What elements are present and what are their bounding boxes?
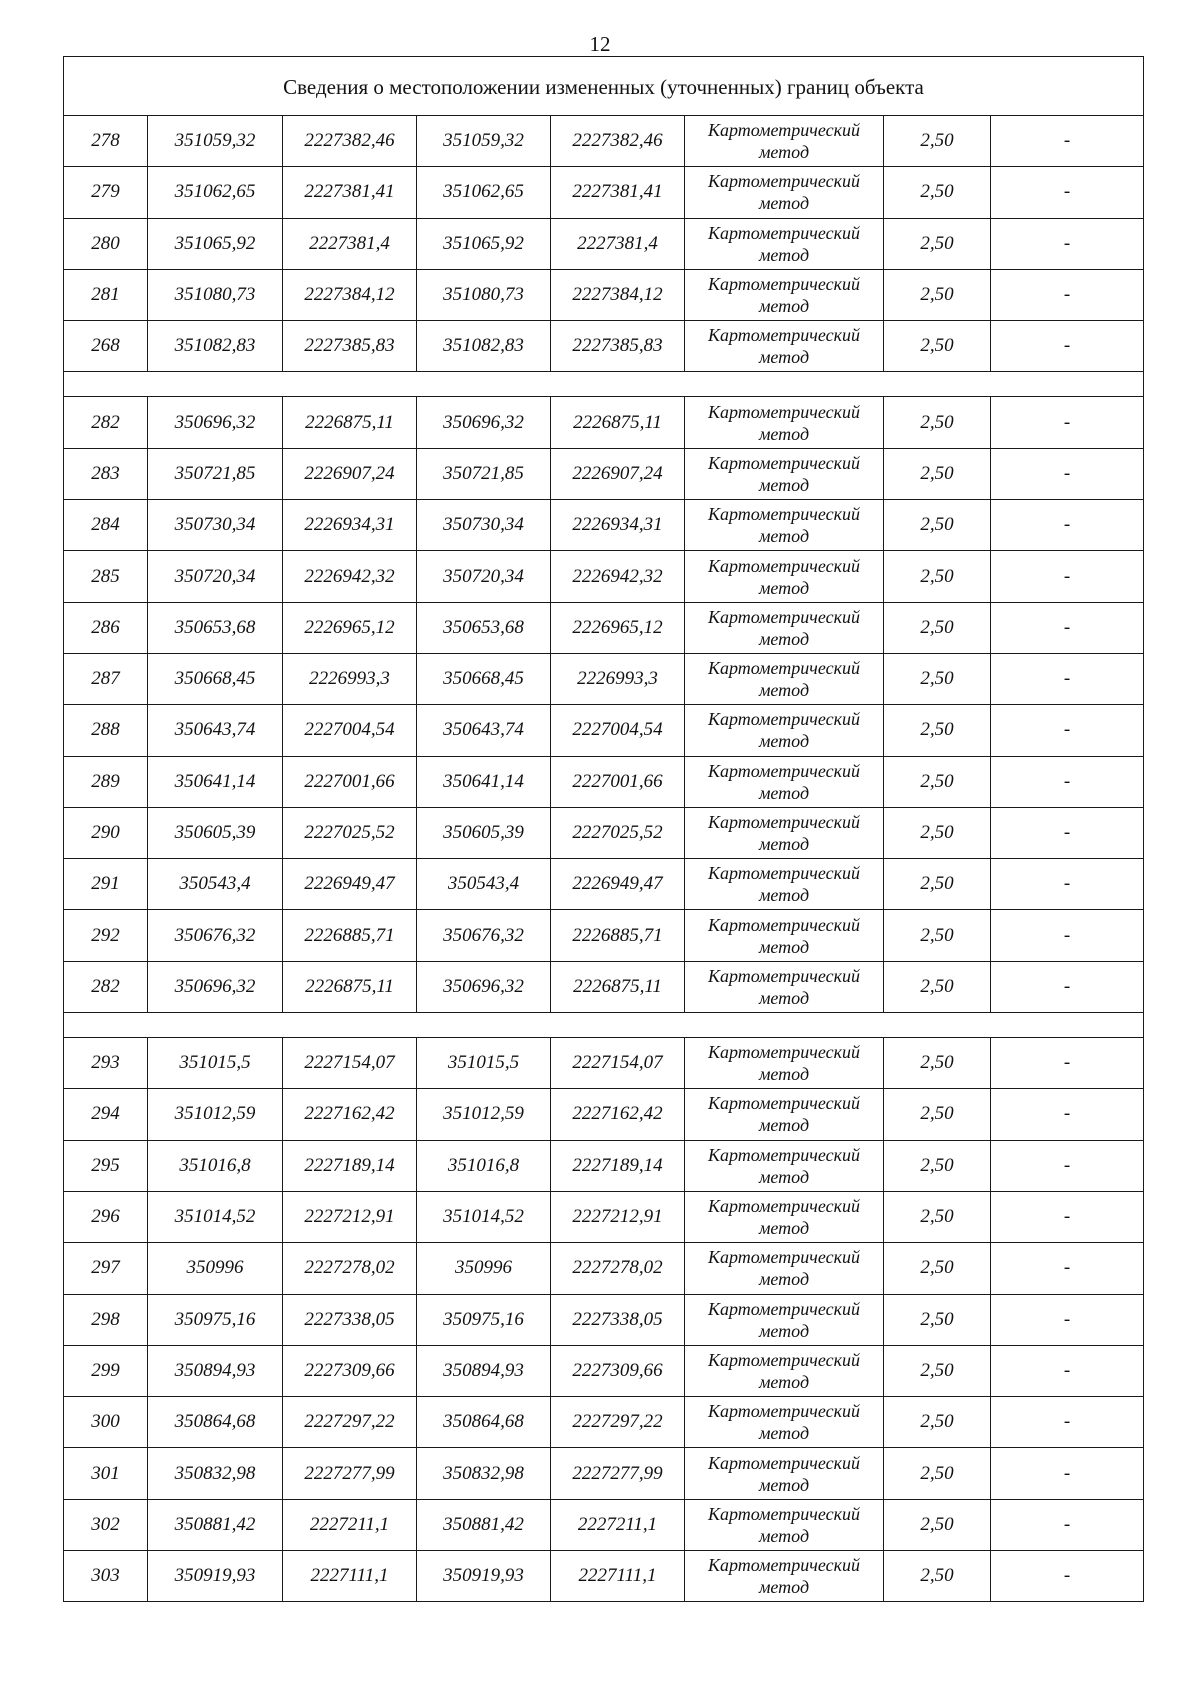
refined-y-cell: 2226875,11 xyxy=(551,397,685,447)
refined-y-cell: 2227309,66 xyxy=(551,1346,685,1396)
note-cell: - xyxy=(1063,1411,1071,1433)
existing-y-cell: 2227111,1 xyxy=(283,1551,417,1601)
existing-x-cell: 351059,32 xyxy=(148,116,283,166)
note-cell: - xyxy=(1063,668,1071,690)
precision-cell: 2,50 xyxy=(884,397,991,447)
existing-x-cell: 351082,83 xyxy=(148,321,283,371)
note-cell: - xyxy=(1063,1154,1071,1176)
note-cell: - xyxy=(1063,770,1071,792)
existing-x-cell: 351012,59 xyxy=(148,1089,283,1139)
refined-x-cell: 350643,74 xyxy=(417,705,551,755)
refined-x-cell: 350864,68 xyxy=(417,1397,551,1447)
refined-x-cell: 350721,85 xyxy=(417,449,551,499)
refined-x-cell: 351015,5 xyxy=(417,1038,551,1088)
table-row xyxy=(64,219,1143,270)
table-row xyxy=(64,1192,1143,1243)
method-cell: Картометрический метод xyxy=(685,654,884,704)
note-cell: - xyxy=(1063,822,1071,843)
method-cell: Картометрический метод xyxy=(685,551,884,601)
precision-cell: 2,50 xyxy=(884,500,991,550)
existing-y-cell: 2226875,11 xyxy=(283,397,417,447)
existing-x-cell: 351065,92 xyxy=(148,219,283,269)
group-separator xyxy=(64,372,1143,397)
note-cell: - xyxy=(1063,462,1071,484)
table-row xyxy=(64,500,1143,551)
method-cell: Картометрический метод xyxy=(685,270,884,320)
existing-y-cell: 2227211,1 xyxy=(283,1500,417,1550)
refined-y-cell: 2226885,71 xyxy=(551,910,685,960)
precision-cell: 2,50 xyxy=(884,1500,991,1550)
existing-x-cell: 350881,42 xyxy=(148,1500,283,1550)
table-row xyxy=(64,167,1143,218)
refined-y-cell: 2227001,66 xyxy=(551,757,685,807)
existing-x-cell: 350832,98 xyxy=(148,1448,283,1498)
refined-x-cell: 350996 xyxy=(417,1243,551,1293)
note-cell: - xyxy=(1063,1513,1071,1535)
existing-x-cell: 350730,34 xyxy=(148,500,283,550)
point-number-cell: 290 xyxy=(64,808,148,858)
precision-cell: 2,50 xyxy=(884,757,991,807)
refined-y-cell: 2227381,4 xyxy=(551,219,685,269)
existing-y-cell: 2227277,99 xyxy=(283,1448,417,1498)
refined-y-cell: 2227382,46 xyxy=(551,116,685,166)
precision-cell: 2,50 xyxy=(884,910,991,960)
table-row xyxy=(64,321,1143,372)
table-row xyxy=(64,808,1143,859)
method-cell: Картометрический метод xyxy=(685,1141,884,1191)
page-number: 12 xyxy=(589,32,611,56)
table-row xyxy=(64,1551,1143,1602)
refined-y-cell: 2227004,54 xyxy=(551,705,685,755)
refined-x-cell: 350730,34 xyxy=(417,500,551,550)
table-row xyxy=(64,910,1143,961)
method-cell: Картометрический метод xyxy=(685,910,884,960)
table-row xyxy=(64,757,1143,808)
note-cell: - xyxy=(1063,1565,1071,1587)
table-row xyxy=(64,603,1143,654)
precision-cell: 2,50 xyxy=(884,1038,991,1088)
refined-y-cell: 2226993,3 xyxy=(551,654,685,704)
point-number-cell: 295 xyxy=(64,1141,148,1191)
note-cell: - xyxy=(1063,1257,1071,1279)
refined-y-cell: 2226965,12 xyxy=(551,603,685,653)
existing-x-cell: 350543,4 xyxy=(148,859,283,909)
refined-y-cell: 2226875,11 xyxy=(551,962,685,1012)
refined-y-cell: 2227338,05 xyxy=(551,1295,685,1345)
note-cell: - xyxy=(1063,1103,1071,1125)
note-cell: - xyxy=(1063,411,1071,433)
precision-cell: 2,50 xyxy=(884,219,991,269)
table-title: Сведения о местоположении измененных (уточненных) границ объекта xyxy=(64,56,1143,116)
point-number-cell: 284 xyxy=(64,500,148,550)
method-cell: Картометрический метод xyxy=(685,219,884,269)
table-row xyxy=(64,1295,1143,1346)
point-number-cell: 292 xyxy=(64,910,148,960)
precision-cell: 2,50 xyxy=(884,1295,991,1345)
existing-y-cell: 2226942,32 xyxy=(283,551,417,601)
method-cell: Картометрический метод xyxy=(685,1551,884,1601)
existing-y-cell: 2227297,22 xyxy=(283,1397,417,1447)
point-number-cell: 297 xyxy=(64,1243,148,1293)
precision-cell: 2,50 xyxy=(884,1448,991,1498)
precision-cell: 2,50 xyxy=(884,167,991,217)
point-number-cell: 287 xyxy=(64,654,148,704)
existing-y-cell: 2226934,31 xyxy=(283,500,417,550)
refined-y-cell: 2227154,07 xyxy=(551,1038,685,1088)
existing-y-cell: 2226965,12 xyxy=(283,603,417,653)
refined-y-cell: 2227212,91 xyxy=(551,1192,685,1242)
existing-x-cell: 350864,68 xyxy=(148,1397,283,1447)
note-cell: - xyxy=(1063,719,1071,741)
point-number-cell: 288 xyxy=(64,705,148,755)
refined-x-cell: 350676,32 xyxy=(417,910,551,960)
existing-y-cell: 2226885,71 xyxy=(283,910,417,960)
table-row xyxy=(64,1141,1143,1192)
method-cell: Картометрический метод xyxy=(685,1038,884,1088)
refined-y-cell: 2227381,41 xyxy=(551,167,685,217)
existing-y-cell: 2227382,46 xyxy=(283,116,417,166)
table-row xyxy=(64,551,1143,602)
method-cell: Картометрический метод xyxy=(685,757,884,807)
note-cell: - xyxy=(1063,1462,1071,1484)
precision-cell: 2,50 xyxy=(884,270,991,320)
table-row xyxy=(64,270,1143,321)
precision-cell: 2,50 xyxy=(884,859,991,909)
existing-x-cell: 351080,73 xyxy=(148,270,283,320)
existing-y-cell: 2227381,4 xyxy=(283,219,417,269)
refined-x-cell: 351082,83 xyxy=(417,321,551,371)
table-row xyxy=(64,1500,1143,1551)
point-number-cell: 302 xyxy=(64,1500,148,1550)
table-row xyxy=(64,1397,1143,1448)
existing-y-cell: 2227001,66 xyxy=(283,757,417,807)
note-cell: - xyxy=(1063,873,1071,895)
existing-x-cell: 350668,45 xyxy=(148,654,283,704)
existing-y-cell: 2227381,41 xyxy=(283,167,417,217)
table-row xyxy=(64,962,1143,1013)
point-number-cell: 289 xyxy=(64,757,148,807)
note-cell: - xyxy=(1063,181,1071,203)
table-row xyxy=(64,1089,1143,1140)
method-cell: Картометрический метод xyxy=(685,1397,884,1447)
existing-x-cell: 351014,52 xyxy=(148,1192,283,1242)
existing-x-cell: 350641,14 xyxy=(148,757,283,807)
existing-x-cell: 350975,16 xyxy=(148,1295,283,1345)
refined-x-cell: 351014,52 xyxy=(417,1192,551,1242)
precision-cell: 2,50 xyxy=(884,449,991,499)
precision-cell: 2,50 xyxy=(884,603,991,653)
refined-x-cell: 350641,14 xyxy=(417,757,551,807)
table-row xyxy=(64,1346,1143,1397)
refined-y-cell: 2227025,52 xyxy=(551,808,685,858)
existing-x-cell: 350696,32 xyxy=(148,397,283,447)
existing-x-cell: 351062,65 xyxy=(148,167,283,217)
note-cell: - xyxy=(1063,284,1071,306)
point-number-cell: 301 xyxy=(64,1448,148,1498)
point-number-cell: 300 xyxy=(64,1397,148,1447)
refined-y-cell: 2226949,47 xyxy=(551,859,685,909)
existing-x-cell: 350643,74 xyxy=(148,705,283,755)
existing-x-cell: 350996 xyxy=(148,1243,283,1293)
refined-y-cell: 2226934,31 xyxy=(551,500,685,550)
existing-y-cell: 2226993,3 xyxy=(283,654,417,704)
method-cell: Картометрический метод xyxy=(685,500,884,550)
table-row xyxy=(64,705,1143,756)
refined-y-cell: 2227385,83 xyxy=(551,321,685,371)
note-cell: - xyxy=(1063,565,1071,587)
refined-y-cell: 2227189,14 xyxy=(551,1141,685,1191)
refined-x-cell: 350894,93 xyxy=(417,1346,551,1396)
existing-x-cell: 350605,39 xyxy=(148,808,283,858)
refined-x-cell: 351012,59 xyxy=(417,1089,551,1139)
existing-x-cell: 350720,34 xyxy=(148,551,283,601)
precision-cell: 2,50 xyxy=(884,551,991,601)
existing-x-cell: 350894,93 xyxy=(148,1346,283,1396)
existing-y-cell: 2227384,12 xyxy=(283,270,417,320)
table-row xyxy=(64,397,1143,448)
method-cell: Картометрический метод xyxy=(685,1346,884,1396)
note-cell: - xyxy=(1063,232,1071,254)
precision-cell: 2,50 xyxy=(884,1192,991,1242)
table-row xyxy=(64,1448,1143,1499)
point-number-cell: 303 xyxy=(64,1551,148,1601)
existing-y-cell: 2227338,05 xyxy=(283,1295,417,1345)
point-number-cell: 278 xyxy=(64,116,148,166)
note-cell: - xyxy=(1063,616,1071,638)
existing-y-cell: 2227025,52 xyxy=(283,808,417,858)
existing-y-cell: 2227154,07 xyxy=(283,1038,417,1088)
refined-x-cell: 350975,16 xyxy=(417,1295,551,1345)
existing-y-cell: 2227278,02 xyxy=(283,1243,417,1293)
point-number-cell: 294 xyxy=(64,1089,148,1139)
method-cell: Картометрический метод xyxy=(685,116,884,166)
existing-x-cell: 351016,8 xyxy=(148,1141,283,1191)
existing-x-cell: 351015,5 xyxy=(148,1038,283,1088)
point-number-cell: 286 xyxy=(64,603,148,653)
precision-cell: 2,50 xyxy=(884,321,991,371)
note-cell: - xyxy=(1063,1359,1071,1381)
method-cell: Картометрический метод xyxy=(685,1295,884,1345)
method-cell: Картометрический метод xyxy=(685,603,884,653)
method-cell: Картометрический метод xyxy=(685,1192,884,1242)
precision-cell: 2,50 xyxy=(884,1089,991,1139)
table-row xyxy=(64,449,1143,500)
method-cell: Картометрический метод xyxy=(685,167,884,217)
point-number-cell: 285 xyxy=(64,551,148,601)
point-number-cell: 268 xyxy=(64,321,148,371)
coordinates-table xyxy=(63,56,1144,1602)
precision-cell: 2,50 xyxy=(884,116,991,166)
existing-y-cell: 2226875,11 xyxy=(283,962,417,1012)
precision-cell: 2,50 xyxy=(884,808,991,858)
table-row xyxy=(64,116,1143,167)
existing-y-cell: 2227212,91 xyxy=(283,1192,417,1242)
existing-x-cell: 350919,93 xyxy=(148,1551,283,1601)
point-number-cell: 280 xyxy=(64,219,148,269)
precision-cell: 2,50 xyxy=(884,1141,991,1191)
existing-y-cell: 2227189,14 xyxy=(283,1141,417,1191)
point-number-cell: 299 xyxy=(64,1346,148,1396)
refined-x-cell: 351080,73 xyxy=(417,270,551,320)
precision-cell: 2,50 xyxy=(884,654,991,704)
refined-x-cell: 350881,42 xyxy=(417,1500,551,1550)
method-cell: Картометрический метод xyxy=(685,859,884,909)
point-number-cell: 281 xyxy=(64,270,148,320)
table-body xyxy=(64,116,1143,1602)
method-cell: Картометрический метод xyxy=(685,1089,884,1139)
existing-y-cell: 2226949,47 xyxy=(283,859,417,909)
existing-x-cell: 350653,68 xyxy=(148,603,283,653)
precision-cell: 2,50 xyxy=(884,962,991,1012)
refined-x-cell: 350919,93 xyxy=(417,1551,551,1601)
refined-x-cell: 350720,34 xyxy=(417,551,551,601)
note-cell: - xyxy=(1063,514,1071,536)
note-cell: - xyxy=(1063,1308,1071,1330)
precision-cell: 2,50 xyxy=(884,1346,991,1396)
refined-y-cell: 2227384,12 xyxy=(551,270,685,320)
table-row xyxy=(64,1038,1143,1089)
refined-x-cell: 350543,4 xyxy=(417,859,551,909)
method-cell: Картометрический метод xyxy=(685,449,884,499)
refined-y-cell: 2227162,42 xyxy=(551,1089,685,1139)
refined-x-cell: 350668,45 xyxy=(417,654,551,704)
refined-y-cell: 2227111,1 xyxy=(551,1551,685,1601)
note-cell: - xyxy=(1063,924,1071,946)
refined-x-cell: 350696,32 xyxy=(417,397,551,447)
note-cell: - xyxy=(1063,130,1071,152)
refined-x-cell: 351016,8 xyxy=(417,1141,551,1191)
refined-x-cell: 351059,32 xyxy=(417,116,551,166)
point-number-cell: 282 xyxy=(64,397,148,447)
note-cell: - xyxy=(1063,335,1071,357)
precision-cell: 2,50 xyxy=(884,1243,991,1293)
refined-y-cell: 2227278,02 xyxy=(551,1243,685,1293)
method-cell: Картометрический метод xyxy=(685,705,884,755)
existing-x-cell: 350676,32 xyxy=(148,910,283,960)
point-number-cell: 291 xyxy=(64,859,148,909)
refined-y-cell: 2226942,32 xyxy=(551,551,685,601)
refined-y-cell: 2227297,22 xyxy=(551,1397,685,1447)
refined-x-cell: 350696,32 xyxy=(417,962,551,1012)
existing-y-cell: 2227385,83 xyxy=(283,321,417,371)
refined-x-cell: 351065,92 xyxy=(417,219,551,269)
existing-y-cell: 2226907,24 xyxy=(283,449,417,499)
point-number-cell: 282 xyxy=(64,962,148,1012)
point-number-cell: 279 xyxy=(64,167,148,217)
group-separator xyxy=(64,1013,1143,1038)
note-cell: - xyxy=(1063,975,1071,997)
existing-x-cell: 350721,85 xyxy=(148,449,283,499)
existing-x-cell: 350696,32 xyxy=(148,962,283,1012)
precision-cell: 2,50 xyxy=(884,1397,991,1447)
refined-y-cell: 2227211,1 xyxy=(551,1500,685,1550)
method-cell: Картометрический метод xyxy=(685,1500,884,1550)
method-cell: Картометрический метод xyxy=(685,1448,884,1498)
refined-x-cell: 351062,65 xyxy=(417,167,551,217)
method-cell: Картометрический метод xyxy=(685,808,884,858)
method-cell: Картометрический метод xyxy=(685,397,884,447)
method-cell: Картометрический метод xyxy=(685,962,884,1012)
refined-y-cell: 2226907,24 xyxy=(551,449,685,499)
existing-y-cell: 2227004,54 xyxy=(283,705,417,755)
note-cell: - xyxy=(1063,1206,1071,1228)
table-row xyxy=(64,654,1143,705)
refined-x-cell: 350832,98 xyxy=(417,1448,551,1498)
table-row xyxy=(64,859,1143,910)
note-cell: - xyxy=(1063,1052,1071,1074)
refined-x-cell: 350605,39 xyxy=(417,808,551,858)
refined-y-cell: 2227277,99 xyxy=(551,1448,685,1498)
refined-x-cell: 350653,68 xyxy=(417,603,551,653)
method-cell: Картометрический метод xyxy=(685,321,884,371)
point-number-cell: 283 xyxy=(64,449,148,499)
table-row xyxy=(64,1243,1143,1294)
point-number-cell: 293 xyxy=(64,1038,148,1088)
existing-y-cell: 2227309,66 xyxy=(283,1346,417,1396)
existing-y-cell: 2227162,42 xyxy=(283,1089,417,1139)
point-number-cell: 298 xyxy=(64,1295,148,1345)
point-number-cell: 296 xyxy=(64,1192,148,1242)
precision-cell: 2,50 xyxy=(884,705,991,755)
method-cell: Картометрический метод xyxy=(685,1243,884,1293)
precision-cell: 2,50 xyxy=(884,1551,991,1601)
